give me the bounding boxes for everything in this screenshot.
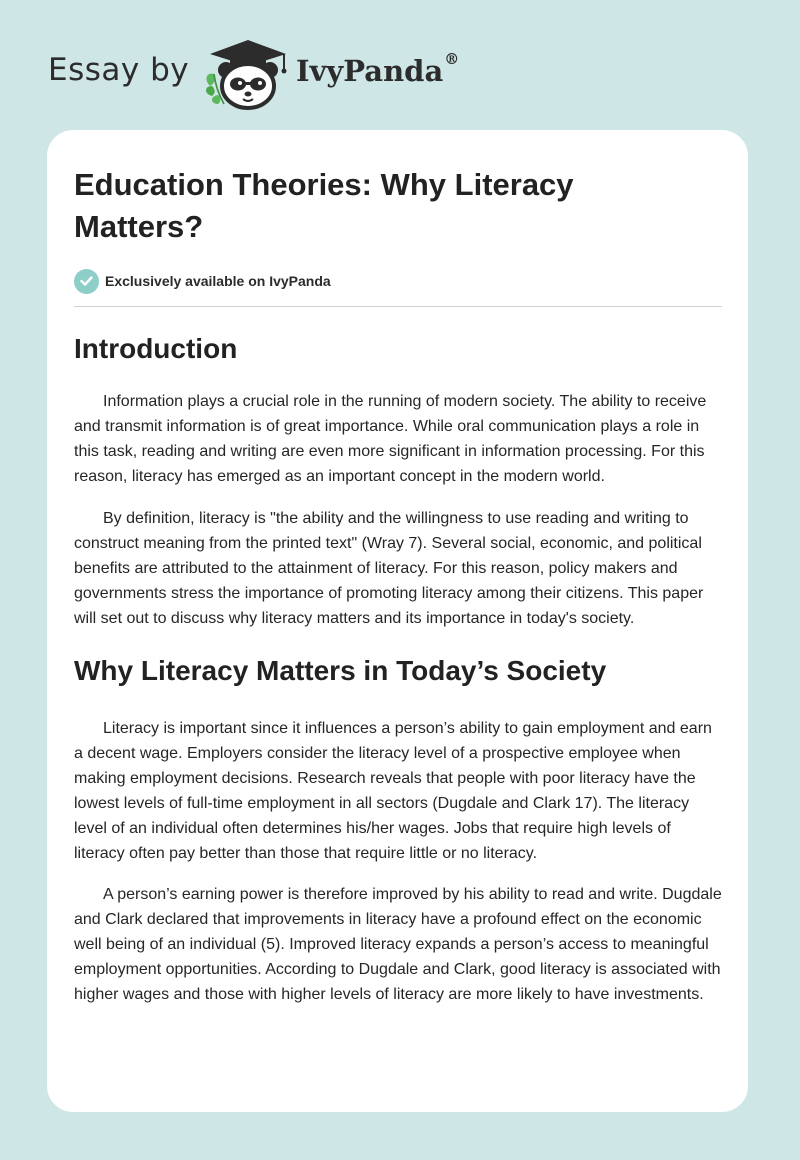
essay-card <box>47 130 748 1112</box>
exclusive-label: Exclusively available on IvyPanda <box>105 273 331 289</box>
paragraph: By definition, literacy is "the ability and the willingness to use reading and writing to construct meaning from the printed text" (Wray 7). Several social, economic, and political benefits are attributed to the attainment of literacy. For this reason, policy makers and governments stress the importance of promoting literacy among their citizens. This paper will set out to discuss why literacy matters and its importance in today's society. <box>74 510 704 627</box>
paragraph: Information plays a crucial role in the running of modern society. The ability to receive and transmit information is of great importance. While oral communication plays a role in this task, reading and writing are even more significant in information processing. For this reason, literacy has emerged as an important concept in the modern world. <box>74 393 707 485</box>
paragraph: Literacy is important since it influences a person’s ability to gain employment and earn a decent wage. Employers consider the literacy level of a prospective employee when making employment decisions. Research reveals that people with poor literacy have the lowest levels of full-time employment in all sectors (Dugdale and Clark 17). The literacy level of an individual often determines his/her wages. Jobs that require high levels of literacy often pay better than those that require little or no literacy. <box>74 720 712 862</box>
ivypanda-wordmark: IvyPanda® <box>296 50 460 88</box>
site-header-logo[interactable] <box>48 34 468 112</box>
paragraph: A person’s earning power is therefore improved by his ability to read and write. Dugdale and Clark declared that improvements in literacy have a profound effect on the economic well being of an individual (5). Improved literacy expands a person’s access to meaningful employment opportunities. According to Dugdale and Clark, good literacy is associated with higher wages and those with higher levels of literacy are more likely to have investments. <box>74 886 722 1003</box>
check-circle-icon <box>74 269 99 294</box>
section-heading-introduction: Introduction <box>74 333 238 364</box>
essay-by-label: Essay by <box>48 52 190 88</box>
section-heading-why-literacy-matters: Why Literacy Matters in Today’s Society <box>74 655 607 686</box>
panda-graduate-icon <box>202 34 294 112</box>
exclusive-badge-row <box>74 268 721 294</box>
registered-mark: ® <box>444 50 460 68</box>
page-title: Education Theories: Why Literacy Matters? <box>74 167 574 244</box>
title-divider <box>74 306 722 307</box>
